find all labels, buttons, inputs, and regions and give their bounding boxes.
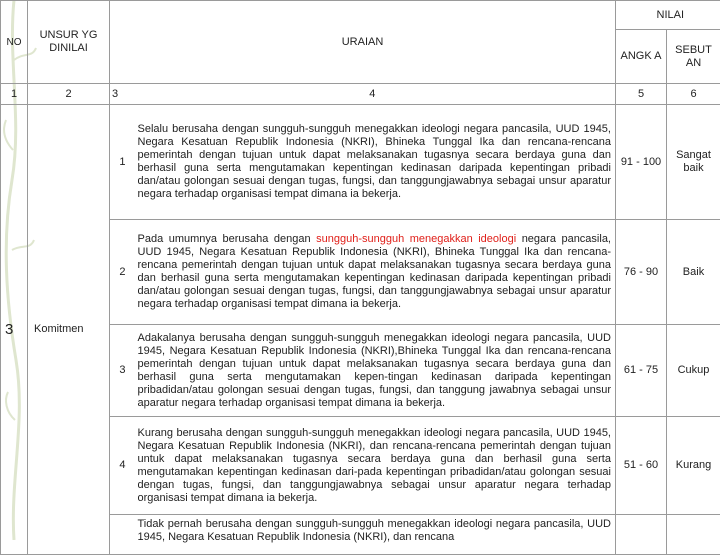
- row-no: 3: [1, 105, 28, 555]
- item-text: Selalu berusaha dengan sungguh-sungguh menegakkan ideologi negara pancasila, UUD 1945, Negara Kesatuan Republik Indonesia (NKRI), Bhineka Tunggal Ika dan rencana-rencana pemerintah dengan tujuan untuk dapat melaksanakan tugasnya secara berdaya guna dan berhasil guna serta mengutamakan kepentingan kedinasan daripada kepentingan pribadi dan/atau golongan sesuai dengan tugas, fungsi, dan tanggungjawabnya sebagai unsur aparatur negara terhadap organisasi tempat dimana ia bekerja.: [130, 105, 616, 220]
- item-angka: [616, 515, 667, 555]
- item-text: Adakalanya berusaha dengan sungguh-sungguh menegakkan ideologi negara pancasila, UUD 1945, Negara Kesatuan Republik Indonesia (NKRI),Bhineka Tunggal Ika dan rencana-rencana pemerintah dengan tujuan untuk dapat melaksanakan tugasnya secara berdaya guna dan berhasil guna serta mengutamakan kepen-tingan kedinasan daripada kepentingan pribadidan/atau golongan sesuai dengan tugas, fungsi, dan tanggung jawabnya sebagai unsur aparatur negara terhadap organisasi tempat dimana ia bekerja.: [130, 325, 616, 417]
- colnum-5: 5: [616, 84, 667, 105]
- item-number: 2: [110, 220, 130, 325]
- colnum-4: 4: [130, 84, 616, 105]
- item-angka: 61 - 75: [616, 325, 667, 417]
- item-text: Tidak pernah berusaha dengan sungguh-sungguh menegakkan ideologi negara pancasila, UUD 1945, Negara Kesatuan Republik Indonesia (NKRI), dan rencana: [130, 515, 616, 555]
- item-number: 3: [110, 325, 130, 417]
- item-angka: 76 - 90: [616, 220, 667, 325]
- colnum-2: 2: [28, 84, 110, 105]
- item-sebutan: Cukup: [667, 325, 720, 417]
- item-sebutan: Baik: [667, 220, 720, 325]
- header-unsur: UNSUR YG DINILAI: [28, 1, 110, 84]
- highlighted-text: sungguh-sungguh menegakkan ideologi: [316, 233, 516, 245]
- header-no: NO: [1, 1, 28, 84]
- item-sebutan: [667, 515, 720, 555]
- item-number: 1: [110, 105, 130, 220]
- row-unsur: Komitmen: [28, 105, 110, 555]
- item-text: Kurang berusaha dengan sungguh-sungguh menegakkan ideologi negara pancasila, UUD 1945, Negara Kesatuan Republik Indonesia (NKRI), dan rencana-rencana pemerintah dengan tujuan untuk dapat melaksanakan tugasnya secara berdaya guna dan berhasil guna serta mengutamakan kepentingan kedinasan dari-pada kepentingan pribadidan/atau golongan sesuai dengan tugas, fungsi, dan tanggungjawabnya sebagai unsur aparatur negara terhadap organisasi tempat dimana ia bekerja.: [130, 417, 616, 515]
- item-sebutan: Sangat baik: [667, 105, 720, 220]
- item-angka: 51 - 60: [616, 417, 667, 515]
- table-row: [1, 105, 720, 220]
- item-angka: 91 - 100: [616, 105, 667, 220]
- colnum-6: 6: [667, 84, 720, 105]
- header-sebutan: SEBUT AN: [667, 30, 720, 84]
- item-sebutan: Kurang: [667, 417, 720, 515]
- header-uraian: URAIAN: [110, 1, 616, 84]
- colnum-1: 1: [1, 84, 28, 105]
- header-angka: ANGK A: [616, 30, 667, 84]
- item-text: Pada umumnya berusaha dengan sungguh-sungguh menegakkan ideologi negara pancasila, UUD 1945, Negara Kesatuan Republik Indonesia (NKRI), Bhineka Tunggal Ika dan rencana-rencana pemerintah dengan tujuan untuk dapat melaksanakan tugasnya secara berdaya guna dan berhasil guna serta mengutamakan kepentingan kedinasan daripada kepentingan pribadi dan/atau golongan sesuai dengan tugas, fungsi, dan tanggungjawabnya sebagai unsur aparatur negara terhadap organisasi tempat dimana ia bekerja.: [130, 220, 616, 325]
- item-number: 4: [110, 417, 130, 515]
- item-number: [110, 515, 130, 555]
- colnum-3: 3: [110, 84, 130, 105]
- header-nilai: NILAI: [616, 1, 720, 30]
